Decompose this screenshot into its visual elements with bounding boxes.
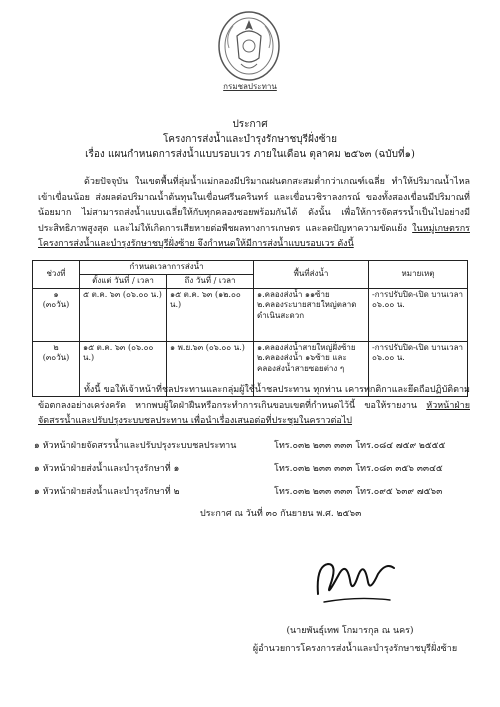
col-area-header: พื้นที่ส่งน้ำ (254, 261, 369, 289)
round-number: ๑ (53, 289, 59, 299)
contact-name: ๑ หัวหน้าฝ่ายส่งน้ำและบำรุงรักษาที่ ๑ (34, 464, 180, 474)
contact-name: ๑ หัวหน้าฝ่ายส่งน้ำและบำรุงรักษาที่ ๒ (34, 487, 180, 497)
note-cell: -การปรับปิด-เปิด บานเวลา ๐๖.๐๐ น. (369, 288, 468, 341)
col-note-header: หมายเหตุ (369, 261, 468, 289)
area-cell (254, 288, 369, 341)
contact-phone: โทร.๐๓๒ ๒๓๓ ๓๓๓ โทร.๐๘๓ ๓๕๖ ๓๓๔๕ (274, 464, 443, 474)
start-cell: ๑๕ ต.ค. ๖๓ (๐๖.๐๐ น.) (80, 341, 167, 396)
signature-icon (298, 546, 408, 610)
signer-position: ผู้อำนวยการโครงการส่งน้ำและบำรุงรักษาชบุรีฝั่งซ้าย (252, 644, 458, 654)
contact-phone: โทร.๐๓๒ ๒๓๓ ๓๓๓ โทร.๐๘๔ ๗๕๙ ๒๕๕๕ (274, 441, 446, 451)
contact-name: ๑ หัวหน้าฝ่ายจัดสรรน้ำและปรับปรุงระบบชลประทาน (34, 441, 237, 451)
area-line-1: ๑.คลองส่งน้ำสายใหญ่ฝั่งซ้าย (257, 342, 356, 352)
contact-phone: โทร.๐๓๒ ๒๓๓ ๓๓๓ โทร.๐๙๕ ๖๓๙ ๗๕๖๓ (274, 487, 443, 497)
body-paragraph-1-underlined: ในหมู่เกษตรกร โครงการส่งน้ำและบำรุงรักษาชบุรีฝั่งซ้าย จึงกำหนดให้มีการส่งน้ำแบบรอบเวร ดังนี้ (38, 223, 470, 250)
round-days: (๓๐วัน) (42, 300, 70, 310)
signer-name: (นายพันธุ์เทพ โกมารกุล ณ นคร) (286, 626, 414, 636)
end-cell: ๑๕ ต.ค. ๖๓ (๑๒.๐๐ น.) (167, 288, 254, 341)
end-cell: ๑ พ.ย.๖๓ (๐๖.๐๐ น.) (167, 341, 254, 396)
start-cell: ๕ ต.ค. ๖๓ (๐๖.๐๐ น.) (80, 288, 167, 341)
project-name: โครงการส่งน้ำและบำรุงรักษาชบุรีฝั่งซ้าย (162, 134, 338, 145)
issued-date: ประกาศ ณ วันที่ ๓๐ กันยายน พ.ศ. ๒๕๖๓ (200, 509, 362, 519)
schedule-table (32, 260, 468, 397)
area-line-2: ๒.คลองระบายสายใหญ่ตลาดดำเนินสะดวก (257, 300, 357, 321)
round-cell (33, 288, 80, 341)
area-line-1: ๑.คลองส่งน้ำ ๑๑ซ้าย (257, 289, 330, 299)
area-line-2: ๒.คลองส่งน้ำ ๑๖ซ้าย และคลองส่งน้ำสายซอยต่าง ๆ (257, 353, 347, 374)
col-start-header: ตั้งแต่ วันที่ / เวลา (80, 274, 167, 288)
announcement-subject: เรื่อง แผนกำหนดการส่งน้ำแบบรอบเวร ภายในเดือน ตุลาคม ๒๕๖๓ (ฉบับที่๑) (85, 149, 415, 160)
body-paragraph-1-text: ด้วยปัจจุบัน ในเขตพื้นที่ลุ่มน้ำแม่กลองมีปริมาณฝนตกสะสมต่ำกว่าเกณฑ์เฉลี่ย ทำให้ปริมาณน้ำไหลเข้าเขื่อนน้อย ส่งผลต่อปริมาณน้ำต้นทุนในเขื่อนศรีนครินทร์ และเขื่อนวชิราลงกรณ์ ของทั้งสองเขื่อนมีปริมาณที่น้อยมาก ไม่สามารถส่งน้ำแบบเฉลี่ยให้กับทุกคลองซอยพร้อมกันได้ ดังนั้น เพื่อให้การจัดสรรน้ำเป็นไปอย่างมีประสิทธิภาพสูงสุด และไม่ให้เกิดการเสียหายต่อพืชผลทางการเกษตร และลดปัญหาความขัดแย้ง (38, 177, 470, 234)
col-end-header: ถึง วันที่ / เวลา (167, 274, 254, 288)
col-round-header: ช่วงที่ (33, 261, 80, 289)
round-number: ๒ (53, 342, 59, 352)
department-emblem-icon (215, 6, 283, 84)
note-cell: -การปรับปิด-เปิด บานเวลา ๐๖.๐๐ น. (369, 341, 468, 396)
round-days: (๓๐วัน) (42, 353, 70, 363)
body-paragraph-2 (38, 383, 470, 430)
announcement-title: ประกาศ (232, 119, 268, 130)
body-paragraph-2-underlined: หัวหน้าฝ่ายจัดสรรน้ำและปรับปรุงระบบชลประทาน เพื่อนำเรื่องเสนอต่อที่ประชุมในคราวต่อไป (38, 400, 470, 427)
body-paragraph-2-text: ทั้งนี้ ขอให้เจ้าหน้าที่ชลประทานและกลุ่มผู้ใช้น้ำชลประทาน ทุกท่าน เคารพกติกาและยึดถือปฏิบัติตามข้อตกลงอย่างเคร่งครัด หากพบผู้ใดฝ่าฝืนหรือกระทำการเกินขอบเขตที่กำหนดไว้นี้ ขอให้รายงาน (38, 385, 470, 411)
emblem-caption: กรมชลประทาน (223, 82, 277, 91)
col-period-header: กำหนดเวลาการส่งน้ำ (80, 261, 254, 275)
table-row (33, 288, 468, 341)
body-paragraph-1 (38, 175, 470, 253)
